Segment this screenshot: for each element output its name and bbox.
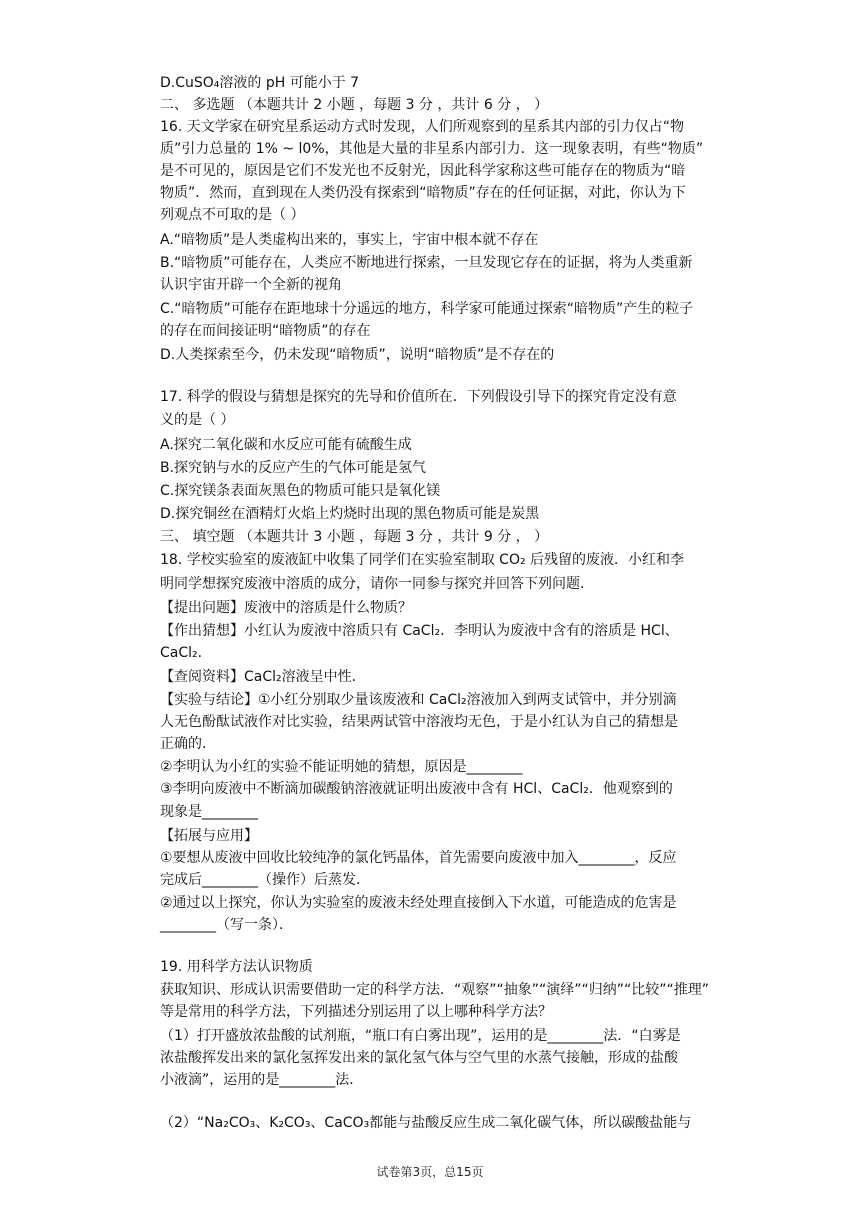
text-line: 19. 用科学方法认识物质 — [160, 959, 313, 975]
text-line: B.“暗物质”可能存在，人类应不断地进行探索，一旦发现它存在的证据，将为人类重新 — [160, 255, 693, 271]
text-line: （2）“Na₂CO₃、K₂CO₃、CaCO₃都能与盐酸反应生成二氧化碳气体，所以碳酸盐能与 — [160, 1115, 692, 1131]
text-line: 义的是（ ） — [160, 412, 235, 428]
text-line: ②通过以上探究，你认为实验室的废液未经处理直接倒入下水道，可能造成的危害是 — [160, 895, 677, 911]
text-line: D.探究铜丝在酒精灯火焰上灼烧时出现的黑色物质可能是炭黑 — [160, 506, 540, 522]
text-line: 18. 学校实验室的废液缸中收集了同学们在实验室制取 CO₂ 后残留的废液．小红和李 — [160, 552, 685, 568]
text-line: 人无色酚酞试液作对比实验，结果两试管中溶液均无色，于是小红认为自己的猜想是 — [160, 714, 678, 730]
text-line: A.“暗物质”是人类虚构出来的，事实上，宇宙中根本就不存在 — [160, 232, 539, 248]
text-line: （1）打开盛放浓盐酸的试剂瓶，“瓶口有白雾出现”，运用的是________法．“白雾是 — [160, 1028, 681, 1044]
text-line: B.探究钠与水的反应产生的气体可能是氢气 — [160, 460, 427, 476]
text-line: 小液滴”，运用的是________法． — [160, 1072, 364, 1088]
text-line: 认识宇宙开辟一个全新的视角 — [160, 277, 342, 293]
text-line: C.“暗物质”可能存在距地球十分遥远的地方，科学家可能通过探索“暗物质”产生的粒子 — [160, 301, 694, 317]
text-line: 【提出问题】废液中的溶质是什么物质？ — [160, 600, 412, 616]
text-line: A.探究二氧化碳和水反应可能有硫酸生成 — [160, 437, 412, 453]
text-line: 等是常用的科学方法，下列描述分别运用了以上哪种科学方法？ — [160, 1004, 552, 1020]
text-line: 是不可见的，原因是它们不发光也不反射光，因此科学家称这些可能存在的物质为“暗 — [160, 163, 686, 179]
text-line: C.探究镁条表面灰黑色的物质可能只是氧化镁 — [160, 483, 441, 499]
text-line: ①要想从废液中回收比较纯净的氯化钙晶体，首先需要向废液中加入________，反应 — [160, 850, 677, 866]
text-line: 明同学想探究废液中溶质的成分，请你一同参与探究并回答下列问题． — [160, 576, 594, 592]
text-line: D.人类探索至今，仍未发现“暗物质”，说明“暗物质”是不存在的 — [160, 347, 555, 363]
text-line: D.CuSO₄溶液的 pH 可能小于 7 — [160, 75, 360, 91]
text-line: 三、 填空题 （本题共计 3 小题 ，每题 3 分 ，共计 9 分 ， ） — [160, 529, 549, 545]
text-line: 质”引力总量的 1% ~ l0%，其他是大量的非星系内部引力．这一现象表明，有些“物质” — [160, 141, 704, 157]
text-line: ③李明向废液中不断滴加碳酸钠溶液就证明出废液中含有 HCl、CaCl₂．他观察到的 — [160, 781, 673, 797]
text-line: 完成后________（操作）后蒸发． — [160, 872, 370, 888]
text-line: 获取知识、形成认识需要借助一定的科学方法．“观察”“抽象”“演绎”“归纳”“比较”“推理” — [160, 982, 710, 998]
text-line: ②李明认为小红的实验不能证明她的猜想，原因是________ — [160, 759, 523, 775]
text-line: 16. 天文学家在研究星系运动方式时发现，人们所观察到的星系其内部的引力仅占“物 — [160, 119, 684, 135]
text-line: ________（写一条）． — [160, 917, 293, 933]
text-line: 列观点不可取的是（ ） — [160, 207, 305, 223]
text-line: 【实验与结论】①小红分别取少量该废液和 CaCl₂溶液加入到两支试管中，并分别滴 — [160, 692, 677, 708]
text-line: 17. 科学的假设与猜想是探究的先导和价值所在．下列假设引导下的探究肯定没有意 — [160, 389, 677, 405]
text-line: 【作出猜想】小红认为废液中溶质只有 CaCl₂．李明认为废液中含有的溶质是 HCl、 — [160, 623, 679, 639]
page-footer: 试卷第3页，总15页 — [376, 1165, 484, 1179]
text-line: 现象是________ — [160, 804, 258, 820]
text-line: 浓盐酸挥发出来的氯化氢挥发出来的氯化氢气体与空气里的水蒸气接触，形成的盐酸 — [160, 1050, 678, 1066]
text-line: 【查阅资料】CaCl₂溶液呈中性． — [160, 669, 366, 685]
text-line: CaCl₂. — [160, 645, 203, 661]
text-line: 物质”．然而，直到现在人类仍没有探索到“暗物质”存在的任何证据，对此，你认为下 — [160, 185, 686, 201]
text-line: 二、 多选题 （本题共计 2 小题 ，每题 3 分 ，共计 6 分 ， ） — [160, 97, 549, 113]
text-line: 【拓展与应用】 — [160, 828, 258, 844]
text-line: 正确的． — [160, 736, 216, 752]
text-line: 的存在而间接证明“暗物质”的存在 — [160, 323, 371, 339]
